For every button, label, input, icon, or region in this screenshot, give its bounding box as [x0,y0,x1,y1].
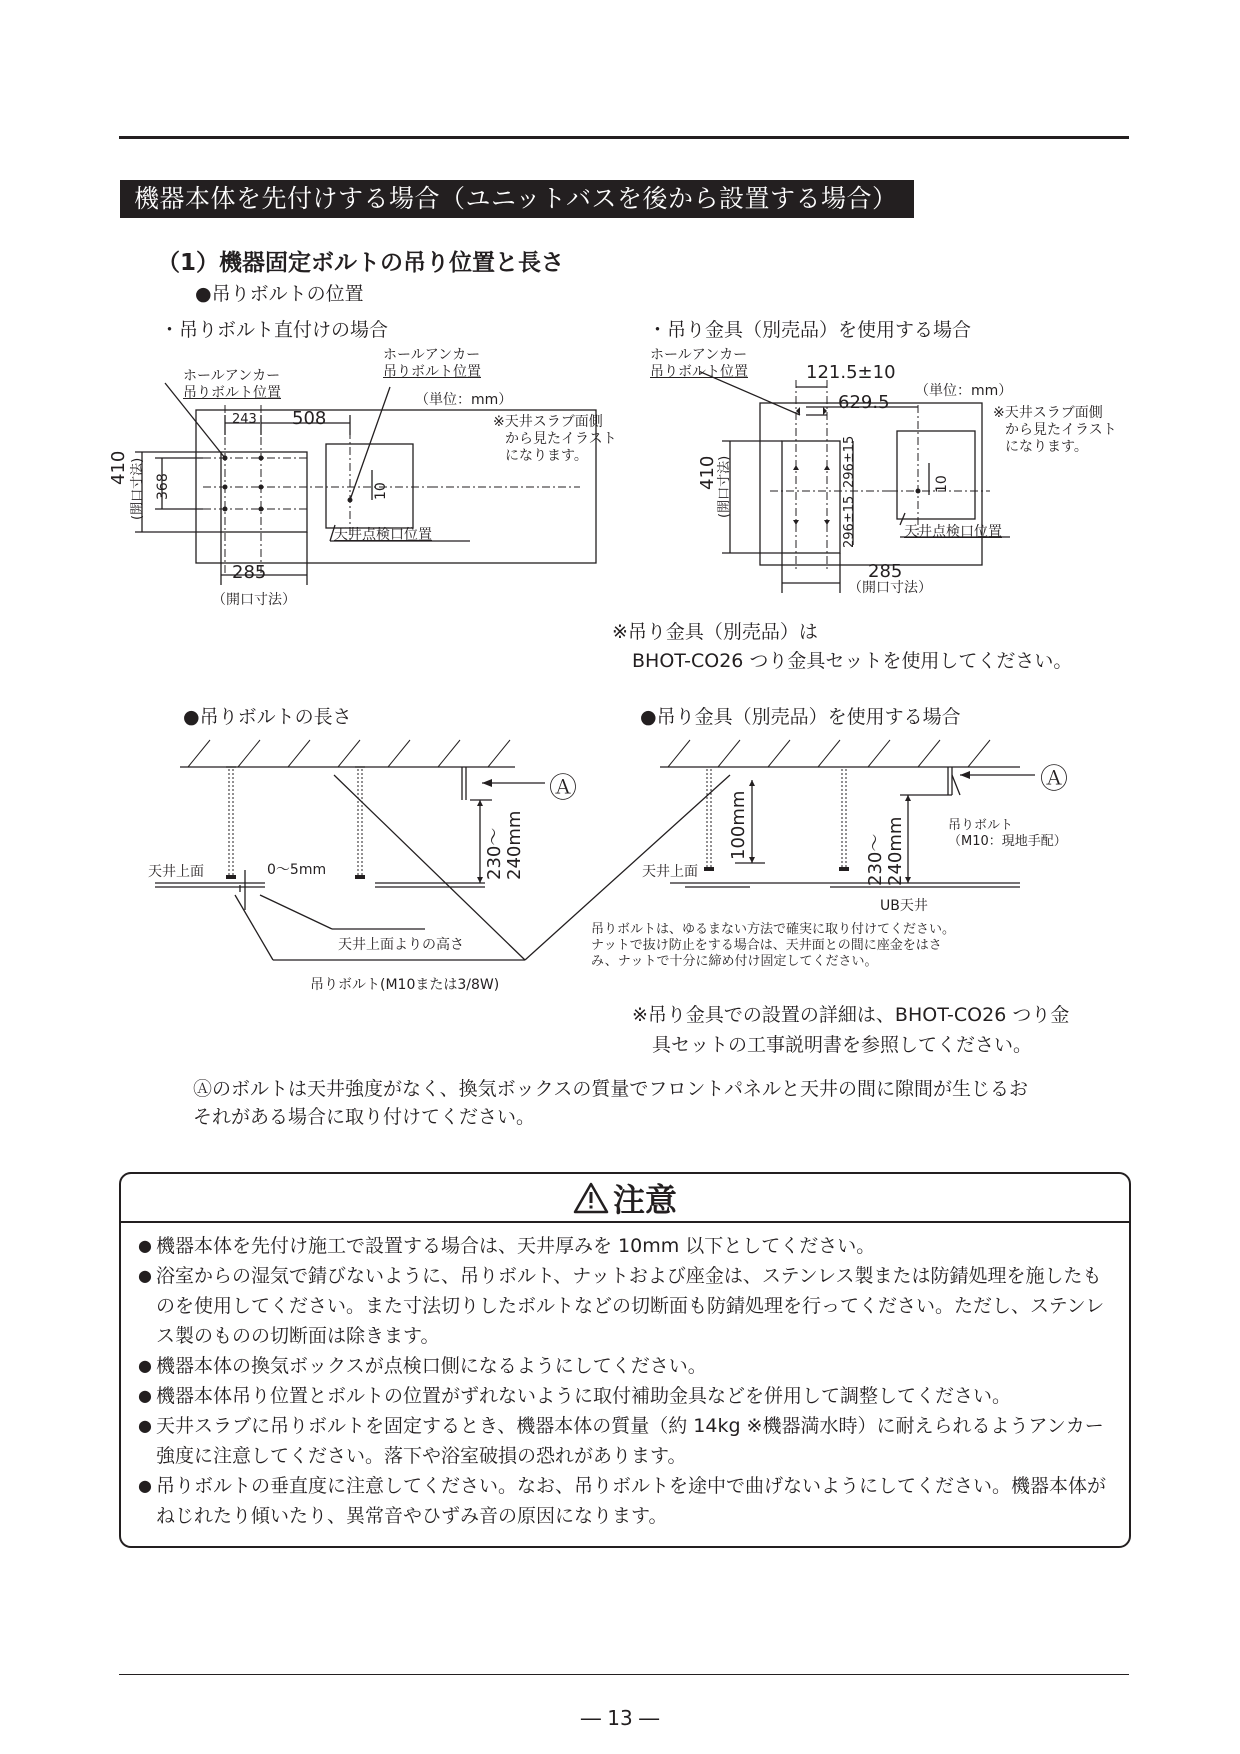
right-ceiling-top: 天井上面 [642,864,698,880]
caution-item: ● 機器本体吊り位置とボルトの位置がずれないように取付補助金具などを併用して調整してください。 [138,1381,1118,1411]
bracket-note-1: ※吊り金具（別売品）は [612,621,818,643]
left-dim-230: 230～ 240mm [484,810,525,880]
dim-296-a: 296±15 [842,435,857,488]
caution-item: ● 天井スラブに吊りボルトを固定するとき、機器本体の質量（約 14kg ※機器満水時）に耐えられるようアンカー強度に注意してください。落下や浴室破損の恐れがあります。 [138,1411,1118,1471]
detail-note: ※吊り金具での設置の詳細は、BHOT-CO26 つり金 具セットの工事説明書を参照してください。 [632,1004,1070,1056]
marker-a-right: Ⓐ [1040,762,1069,795]
dim-10-right: 10 [934,475,950,493]
dim-410-right-sub: (開口寸法) [717,455,732,518]
left-anchor-label-2: ホールアンカー 吊りボルト位置 [383,347,481,380]
left-height-label: 天井上面よりの高さ [338,937,464,953]
bolt-position-heading: ●吊りボルトの位置 [195,283,364,305]
right-section-heading: ●吊り金具（別売品）を使用する場合 [640,706,961,728]
right-note: ※天井スラブ面側 から見たイラスト になります。 [993,405,1117,455]
subsection-title: （1）機器固定ボルトの吊り位置と長さ [157,250,565,276]
bracket-note-2: BHOT-CO26 つり金具セットを使用してください。 [632,650,1073,672]
a-bolt-note: Ⓐのボルトは天井強度がなく、換気ボックスの質量でフロントパネルと天井の間に隙間が生じるお それがある場合に取り付けてください。 [193,1078,1029,1128]
dim-508: 508 [292,408,327,429]
dim-121: 121.5±10 [806,362,896,383]
left-gap: 0～5mm [267,862,327,878]
dim-629: 629.5 [838,392,890,413]
caution-item: ● 浴室からの湿気で錆びないように、吊りボルト、ナットおよび座金は、ステンレス製または防錆処理を施したものを使用してください。また寸法切りしたボルトなどの切断面も防錆処理を行ってください。ただし、ステンレス製のものの切断面は除きます。 [138,1261,1118,1351]
dim-10-left: 10 [373,482,389,500]
caution-list [138,1231,1118,1531]
dim-285-left-sub: （開口寸法） [212,592,296,608]
right-section-note: 吊りボルトは、ゆるまない方法で確実に取り付けてください。 ナットで抜け防止をする場合は、天井面との間に座金をはさ み、ナットで十分に締め付け固定してください。 [591,922,956,969]
left-bolt-label: 吊りボルト(M10または3/8W) [310,977,500,993]
caution-box [119,1172,1131,1548]
left-ceiling-top: 天井上面 [148,864,204,880]
left-unit: （単位：mm） [415,392,513,408]
caution-item: ● 機器本体の換気ボックスが点検口側になるようにしてください。 [138,1351,1118,1381]
bottom-rule [119,1674,1129,1675]
dim-368: 368 [155,473,171,500]
marker-a-left: Ⓐ [549,771,578,804]
caution-title: 注意 [612,1180,677,1219]
right-bolt-label: 吊りボルト （M10：現地手配） [948,818,1067,849]
dim-410-left: 410 [108,450,129,485]
left-note: ※天井スラブ面側 から見たイラスト になります。 [493,414,617,464]
right-inspection-label: 天井点検口位置 [904,524,1002,540]
right-unit: （単位：mm） [915,383,1013,399]
right-ub-label: UB天井 [880,898,928,914]
caution-item: ● 吊りボルトの垂直度に注意してください。なお、吊りボルトを途中で曲げないようにしてください。機器本体がねじれたり傾いたり、異常音やひずみ音の原因になります。 [138,1471,1118,1531]
right-anchor-label: ホールアンカー 吊りボルト位置 [650,347,748,380]
left-plan-heading: ・吊りボルト直付けの場合 [160,319,389,341]
right-plan-heading: ・吊り金具（別売品）を使用する場合 [648,319,972,341]
section-title: 機器本体を先付けする場合（ユニットバスを後から設置する場合） [120,180,914,218]
left-inspection-label: 天井点検口位置 [334,527,432,543]
dim-243: 243 [232,412,257,427]
page-number: ― 13 ― [580,1706,660,1730]
warning-triangle-icon [573,1181,609,1215]
left-section-heading: ●吊りボルトの長さ [183,706,352,728]
dim-296-b: 296±15 [842,495,857,548]
dim-285-right-sub: （開口寸法） [848,580,932,596]
caution-item: ● 機器本体を先付け施工で設置する場合は、天井厚みを 10mm 以下としてください。 [138,1231,1118,1261]
caution-header [121,1174,1129,1223]
right-dim-100: 100mm [728,790,749,860]
dim-285-right: 285 [868,561,903,582]
dim-410-left-sub: (開口寸法) [130,457,145,520]
dim-410-right: 410 [697,455,718,490]
dim-285-left: 285 [232,562,267,583]
right-dim-230: 230～ 240mm [865,816,906,886]
top-rule [119,136,1129,139]
left-anchor-label: ホールアンカー 吊りボルト位置 [183,368,281,401]
